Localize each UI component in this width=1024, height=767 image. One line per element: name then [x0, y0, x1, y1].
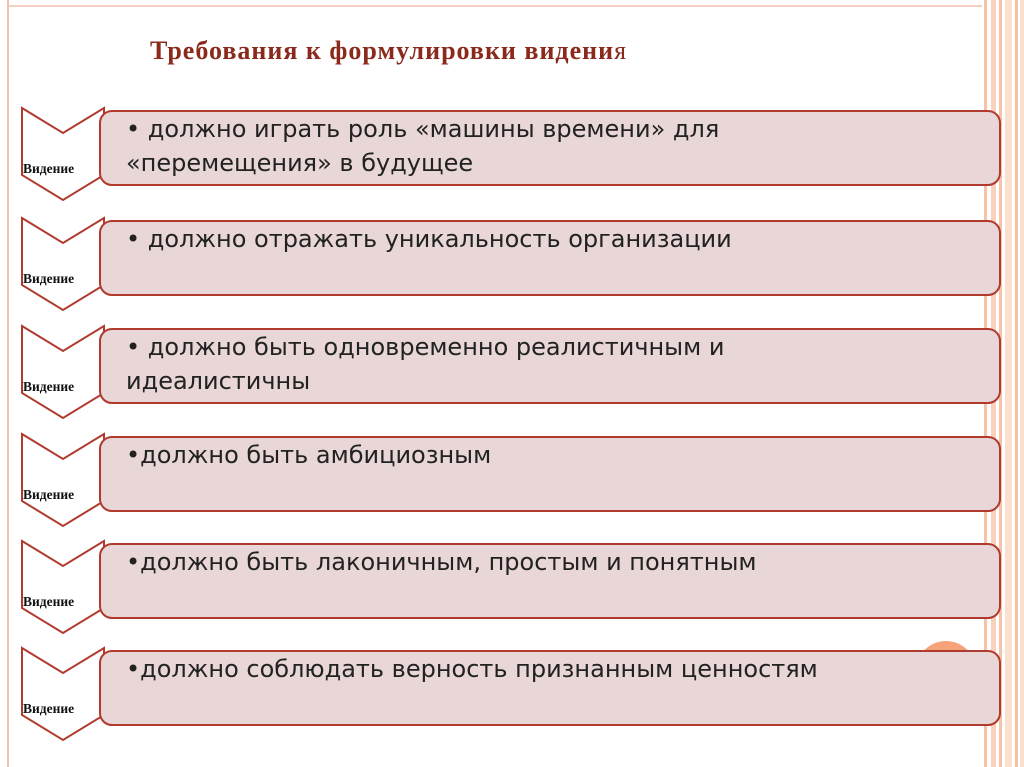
requirement-text-4: •должно быть амбициозным: [126, 441, 492, 469]
requirement-text-5: •должно быть лаконичным, простым и понятным: [126, 548, 757, 576]
chevron-2: [22, 218, 104, 310]
slide-title-tail: я: [614, 36, 628, 65]
chevron-label-3: Видение: [23, 379, 75, 394]
chevron-3: [22, 326, 104, 418]
chevron-6: [22, 648, 104, 740]
requirement-text-2: • должно отражать уникальность организации: [126, 225, 732, 253]
chevron-label-2: Видение: [23, 271, 75, 286]
chevron-label-4: Видение: [23, 487, 75, 502]
chevron-label-6: Видение: [23, 701, 75, 716]
chevron-1: [22, 108, 104, 200]
requirement-text-6: •должно соблюдать верность признанным ценностям: [126, 655, 818, 683]
chevron-5: [22, 541, 104, 633]
chevron-label-1: Видение: [23, 161, 75, 176]
chevron-label-5: Видение: [23, 594, 75, 609]
requirement-text-1: • должно играть роль «машины времени» для «перемещения» в будущее: [126, 115, 720, 177]
slide-title-main: Требования к формулировки видени: [150, 36, 615, 65]
chevron-4: [22, 434, 104, 526]
requirement-text-3: • должно быть одновременно реалистичным и идеалистичны: [126, 333, 725, 395]
